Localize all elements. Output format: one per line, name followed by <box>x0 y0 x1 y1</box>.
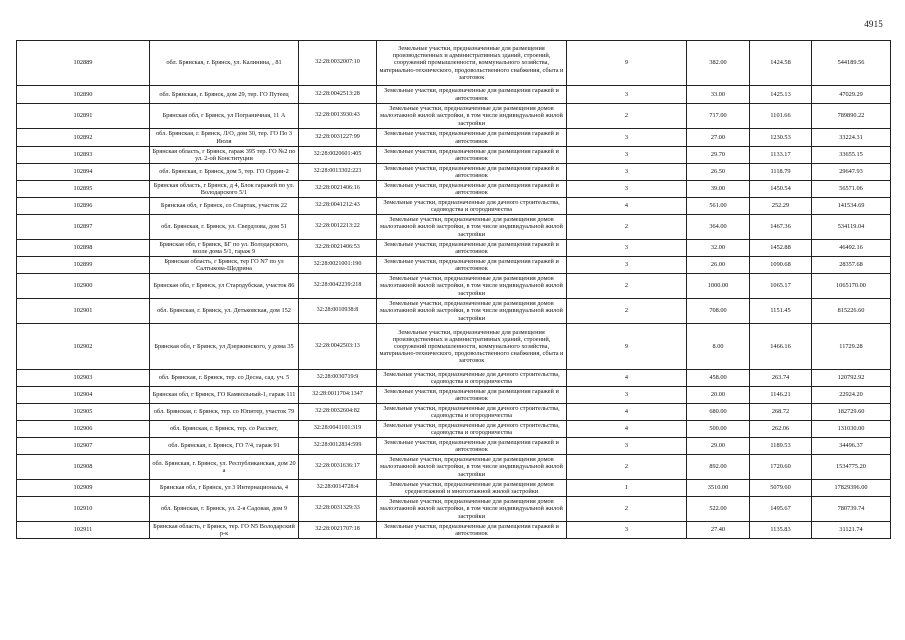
cadastral-value-cell: 544189.56 <box>812 41 891 86</box>
address-cell: Брянская область, г Брянск, тер. ГО N5 Володарский р-к <box>150 522 299 539</box>
land-use-description-cell: Земельные участки, предназначенные для размещения домов малоэтажной жилой застройки, в том числе индивидуальной жилой застройки <box>377 104 567 129</box>
land-use-group-cell: 3 <box>567 438 687 455</box>
record-number-cell: 102905 <box>17 404 150 421</box>
area-cell: 8.00 <box>687 324 750 370</box>
specific-cadastral-value-cell: 1230.53 <box>750 129 812 147</box>
page-number: 4915 <box>864 19 883 29</box>
cadastral-number-cell: 32:28:0014728:4 <box>299 480 377 497</box>
address-cell: Брянская обл, г Брянск, ГО Камвольный-1, гараж 111 <box>150 387 299 404</box>
address-cell: обл. Брянская, г. Брянск, дом 29, тер. ГО Путеец <box>150 86 299 104</box>
address-cell: Брянская обл, г Брянск, ул Стародубская, участок 86 <box>150 274 299 299</box>
record-number-cell: 102904 <box>17 387 150 404</box>
cadastral-value-cell: 17829396.00 <box>812 480 891 497</box>
cadastral-number-cell: 32:28:0041212:43 <box>299 198 377 215</box>
land-use-group-cell: 2 <box>567 104 687 129</box>
record-number-cell: 102906 <box>17 421 150 438</box>
specific-cadastral-value-cell: 1467.36 <box>750 215 812 240</box>
land-use-description-cell: Земельные участки, предназначенные для размещения домов малоэтажной жилой застройки, в том числе индивидуальной жилой застройки <box>377 455 567 480</box>
record-number-cell: 102896 <box>17 198 150 215</box>
cadastral-value-cell: 1065170.00 <box>812 274 891 299</box>
specific-cadastral-value-cell: 1101.66 <box>750 104 812 129</box>
table-row <box>17 147 891 164</box>
record-number-cell: 102898 <box>17 240 150 257</box>
cadastral-value-cell: 815226.60 <box>812 299 891 324</box>
land-use-group-cell: 3 <box>567 86 687 104</box>
cadastral-number-cell: 32:28:0012834:599 <box>299 438 377 455</box>
cadastral-number-cell: 32:28:0042503:13 <box>299 324 377 370</box>
address-cell: Брянская область, г Брянск, тер ГО N7 по ул Салтыкова-Щедрина <box>150 257 299 274</box>
land-use-group-cell: 3 <box>567 257 687 274</box>
address-cell: Брянская область, г Брянск, д 4, Блок гаражей по ул. Володарского 5/1 <box>150 181 299 198</box>
land-use-description-cell: Земельные участки, предназначенные для размещения гаражей и автостоянок <box>377 438 567 455</box>
land-use-description-cell: Земельные участки, предназначенные для размещения производственных и административных зданий, строений, сооружений промышленности, коммунального хозяйства, материально-технического, продовольственного снабжения, сбыта и заготовок <box>377 324 567 370</box>
specific-cadastral-value-cell: 252.29 <box>750 198 812 215</box>
cadastral-number-cell: 32:28:0021406:53 <box>299 240 377 257</box>
land-use-group-cell: 3 <box>567 164 687 181</box>
specific-cadastral-value-cell: 1135.83 <box>750 522 812 539</box>
cadastral-value-cell: 33655.15 <box>812 147 891 164</box>
table-row <box>17 198 891 215</box>
cadastral-number-cell: 32:28:0020601:405 <box>299 147 377 164</box>
land-use-description-cell: Земельные участки, предназначенные для размещения гаражей и автостоянок <box>377 181 567 198</box>
record-number-cell: 102889 <box>17 41 150 86</box>
land-use-group-cell: 3 <box>567 522 687 539</box>
land-use-description-cell: Земельные участки, предназначенные для дачного строительства, садоводства и огородничества <box>377 404 567 421</box>
address-cell: Брянская область, г Брянск, гараж 395 тер. ГО №2 по ул. 2-ой Конституции <box>150 147 299 164</box>
area-cell: 39.00 <box>687 181 750 198</box>
specific-cadastral-value-cell: 1720.60 <box>750 455 812 480</box>
area-cell: 26.00 <box>687 257 750 274</box>
specific-cadastral-value-cell: 1424.58 <box>750 41 812 86</box>
cadastral-number-cell: 32:28:0031636:17 <box>299 455 377 480</box>
cadastral-number-cell: 32:28:0032007:10 <box>299 41 377 86</box>
land-use-group-cell: 3 <box>567 240 687 257</box>
cadastral-number-cell: 32:28:0042239:218 <box>299 274 377 299</box>
table-row <box>17 215 891 240</box>
land-use-group-cell: 4 <box>567 421 687 438</box>
address-cell: Брянская обл, г Брянск, ул 3 Интернационала, 4 <box>150 480 299 497</box>
land-use-description-cell: Земельные участки, предназначенные для дачного строительства, садоводства и огородничества <box>377 198 567 215</box>
specific-cadastral-value-cell: 1425.13 <box>750 86 812 104</box>
table-row <box>17 438 891 455</box>
address-cell: обл. Брянская, г. Брянск, ул. Свердлова, дом 51 <box>150 215 299 240</box>
specific-cadastral-value-cell: 268.72 <box>750 404 812 421</box>
record-number-cell: 102893 <box>17 147 150 164</box>
area-cell: 27.40 <box>687 522 750 539</box>
cadastral-number-cell: 32:28:0030719:9 <box>299 370 377 387</box>
table-row <box>17 387 891 404</box>
land-use-group-cell: 2 <box>567 497 687 522</box>
area-cell: 522.00 <box>687 497 750 522</box>
cadastral-value-cell: 780739.74 <box>812 497 891 522</box>
cadastral-number-cell: 32:28:0031329:33 <box>299 497 377 522</box>
specific-cadastral-value-cell: 1065.17 <box>750 274 812 299</box>
land-use-description-cell: Земельные участки, предназначенные для размещения домов малоэтажной жилой застройки, в том числе индивидуальной жилой застройки <box>377 274 567 299</box>
land-use-description-cell: Земельные участки, предназначенные для размещения гаражей и автостоянок <box>377 86 567 104</box>
table-row <box>17 129 891 147</box>
area-cell: 27.00 <box>687 129 750 147</box>
table-row <box>17 164 891 181</box>
address-cell: Брянская обл, г Брянск, со Спартак, участок 22 <box>150 198 299 215</box>
area-cell: 717.00 <box>687 104 750 129</box>
record-number-cell: 102890 <box>17 86 150 104</box>
record-number-cell: 102903 <box>17 370 150 387</box>
cadastral-number-cell: 32:28:0010938:8 <box>299 299 377 324</box>
record-number-cell: 102892 <box>17 129 150 147</box>
land-use-description-cell: Земельные участки, предназначенные для размещения гаражей и автостоянок <box>377 240 567 257</box>
area-cell: 892.00 <box>687 455 750 480</box>
table-row <box>17 497 891 522</box>
cadastral-value-cell: 141534.69 <box>812 198 891 215</box>
cadastral-value-cell: 131030.00 <box>812 421 891 438</box>
cadastral-value-cell: 47029.29 <box>812 86 891 104</box>
cadastral-value-cell: 31121.74 <box>812 522 891 539</box>
cadastral-value-cell: 33224.31 <box>812 129 891 147</box>
cadastral-value-cell: 11729.28 <box>812 324 891 370</box>
address-cell: обл. Брянская, г. Брянск, дом 5, тер. ГО Ордин-2 <box>150 164 299 181</box>
land-use-group-cell: 9 <box>567 41 687 86</box>
cadastral-value-cell: 120792.92 <box>812 370 891 387</box>
specific-cadastral-value-cell: 1466.16 <box>750 324 812 370</box>
record-number-cell: 102895 <box>17 181 150 198</box>
area-cell: 708.00 <box>687 299 750 324</box>
land-use-description-cell: Земельные участки, предназначенные для размещения производственных и административных зданий, строений, сооружений промышленности, коммунального хозяйства, материально-технического, продовольственного снабжения, сбыта и заготовок <box>377 41 567 86</box>
cadastral-value-cell: 46492.16 <box>812 240 891 257</box>
specific-cadastral-value-cell: 262.06 <box>750 421 812 438</box>
address-cell: обл. Брянская, г. Брянск, ул. 2-я Садовая, дом 9 <box>150 497 299 522</box>
table-row <box>17 86 891 104</box>
area-cell: 33.00 <box>687 86 750 104</box>
area-cell: 29.00 <box>687 438 750 455</box>
cadastral-number-cell: 32:28:0012213:22 <box>299 215 377 240</box>
record-number-cell: 102907 <box>17 438 150 455</box>
table-row <box>17 522 891 539</box>
cadastral-number-cell: 32:28:0011704:1347 <box>299 387 377 404</box>
area-cell: 20.00 <box>687 387 750 404</box>
land-use-description-cell: Земельные участки, предназначенные для размещения домов малоэтажной жилой застройки, в том числе индивидуальной жилой застройки <box>377 215 567 240</box>
cadastral-number-cell: 32:28:0021001:190 <box>299 257 377 274</box>
land-use-description-cell: Земельные участки, предназначенные для размещения домов малоэтажной жилой застройки, в том числе индивидуальной жилой застройки <box>377 497 567 522</box>
table-row <box>17 104 891 129</box>
area-cell: 3510.00 <box>687 480 750 497</box>
record-number-cell: 102909 <box>17 480 150 497</box>
table-row <box>17 274 891 299</box>
address-cell: обл. Брянская, г. Брянск, ул. Республиканская, дом 20 а <box>150 455 299 480</box>
area-cell: 680.00 <box>687 404 750 421</box>
land-use-group-cell: 1 <box>567 480 687 497</box>
land-use-group-cell: 2 <box>567 274 687 299</box>
specific-cadastral-value-cell: 1495.67 <box>750 497 812 522</box>
land-use-description-cell: Земельные участки, предназначенные для дачного строительства, садоводства и огородничества <box>377 370 567 387</box>
area-cell: 500.00 <box>687 421 750 438</box>
land-plot-registry-table <box>16 40 891 539</box>
table-row <box>17 257 891 274</box>
table-row <box>17 404 891 421</box>
cadastral-number-cell: 32:28:0042513:28 <box>299 86 377 104</box>
cadastral-value-cell: 34496.37 <box>812 438 891 455</box>
table-row <box>17 455 891 480</box>
area-cell: 561.00 <box>687 198 750 215</box>
cadastral-number-cell: 32:28:0021406:16 <box>299 181 377 198</box>
specific-cadastral-value-cell: 1146.21 <box>750 387 812 404</box>
record-number-cell: 102910 <box>17 497 150 522</box>
cadastral-value-cell: 56571.06 <box>812 181 891 198</box>
table-row <box>17 480 891 497</box>
specific-cadastral-value-cell: 1189.53 <box>750 438 812 455</box>
cadastral-value-cell: 182729.60 <box>812 404 891 421</box>
land-use-group-cell: 3 <box>567 387 687 404</box>
record-number-cell: 102901 <box>17 299 150 324</box>
address-cell: обл. Брянская, г. Брянск, ул. Калинина, , 81 <box>150 41 299 86</box>
land-use-group-cell: 2 <box>567 215 687 240</box>
table-row <box>17 421 891 438</box>
land-use-group-cell: 3 <box>567 147 687 164</box>
table-body <box>17 41 891 539</box>
area-cell: 458.00 <box>687 370 750 387</box>
record-number-cell: 102911 <box>17 522 150 539</box>
land-use-description-cell: Земельные участки, предназначенные для размещения гаражей и автостоянок <box>377 129 567 147</box>
cadastral-number-cell: 32:28:0032604:82 <box>299 404 377 421</box>
land-use-description-cell: Земельные участки, предназначенные для размещения гаражей и автостоянок <box>377 147 567 164</box>
address-cell: обл. Брянская, г. Брянск, ГО 7/4, гараж 91 <box>150 438 299 455</box>
land-use-group-cell: 4 <box>567 370 687 387</box>
cadastral-value-cell: 1534775.20 <box>812 455 891 480</box>
area-cell: 26.50 <box>687 164 750 181</box>
record-number-cell: 102899 <box>17 257 150 274</box>
specific-cadastral-value-cell: 5079.60 <box>750 480 812 497</box>
specific-cadastral-value-cell: 263.74 <box>750 370 812 387</box>
table-row <box>17 299 891 324</box>
area-cell: 32.00 <box>687 240 750 257</box>
cadastral-number-cell: 32:28:0021707:18 <box>299 522 377 539</box>
land-use-group-cell: 3 <box>567 181 687 198</box>
record-number-cell: 102894 <box>17 164 150 181</box>
record-number-cell: 102897 <box>17 215 150 240</box>
record-number-cell: 102891 <box>17 104 150 129</box>
land-use-description-cell: Земельные участки, предназначенные для размещения гаражей и автостоянок <box>377 387 567 404</box>
address-cell: обл. Брянская, г. Брянск, тер. со Юпитер, участок 79 <box>150 404 299 421</box>
specific-cadastral-value-cell: 1090.68 <box>750 257 812 274</box>
address-cell: обл. Брянская, г. Брянск, ул. Детьковская, дом 152 <box>150 299 299 324</box>
table-row <box>17 324 891 370</box>
address-cell: обл. Брянская, г. Брянск, тер. со Десна, сад. уч. 5 <box>150 370 299 387</box>
table-row <box>17 181 891 198</box>
area-cell: 382.00 <box>687 41 750 86</box>
record-number-cell: 102908 <box>17 455 150 480</box>
specific-cadastral-value-cell: 1452.88 <box>750 240 812 257</box>
cadastral-value-cell: 534119.04 <box>812 215 891 240</box>
area-cell: 364.00 <box>687 215 750 240</box>
cadastral-number-cell: 32:28:0031227:99 <box>299 129 377 147</box>
specific-cadastral-value-cell: 1151.45 <box>750 299 812 324</box>
land-use-description-cell: Земельные участки, предназначенные для размещения домов среднеэтажной и многоэтажной жилой застройки <box>377 480 567 497</box>
land-use-group-cell: 4 <box>567 404 687 421</box>
land-use-description-cell: Земельные участки, предназначенные для размещения домов малоэтажной жилой застройки, в том числе индивидуальной жилой застройки <box>377 299 567 324</box>
table-row <box>17 370 891 387</box>
cadastral-number-cell: 32:28:0013930:43 <box>299 104 377 129</box>
land-use-description-cell: Земельные участки, предназначенные для размещения гаражей и автостоянок <box>377 522 567 539</box>
specific-cadastral-value-cell: 1118.79 <box>750 164 812 181</box>
table-row <box>17 240 891 257</box>
address-cell: Брянская обл, г Брянск, ул Пограничная, 11 А <box>150 104 299 129</box>
specific-cadastral-value-cell: 1133.17 <box>750 147 812 164</box>
cadastral-number-cell: 32:28:0013302:223 <box>299 164 377 181</box>
cadastral-value-cell: 28357.68 <box>812 257 891 274</box>
land-use-group-cell: 4 <box>567 198 687 215</box>
record-number-cell: 102900 <box>17 274 150 299</box>
specific-cadastral-value-cell: 1450.54 <box>750 181 812 198</box>
table-row <box>17 41 891 86</box>
record-number-cell: 102902 <box>17 324 150 370</box>
land-use-group-cell: 2 <box>567 455 687 480</box>
area-cell: 29.70 <box>687 147 750 164</box>
cadastral-value-cell: 789890.22 <box>812 104 891 129</box>
address-cell: обл. Брянская, г. Брянск, Л/О, дом 30, тер. ГО По 3 Июля <box>150 129 299 147</box>
area-cell: 1000.00 <box>687 274 750 299</box>
land-use-group-cell: 2 <box>567 299 687 324</box>
land-use-group-cell: 9 <box>567 324 687 370</box>
address-cell: обл. Брянская, г. Брянск, тер. со Рассвет, <box>150 421 299 438</box>
land-use-description-cell: Земельные участки, предназначенные для размещения гаражей и автостоянок <box>377 164 567 181</box>
land-use-group-cell: 3 <box>567 129 687 147</box>
land-use-description-cell: Земельные участки, предназначенные для дачного строительства, садоводства и огородничества <box>377 421 567 438</box>
land-use-description-cell: Земельные участки, предназначенные для размещения гаражей и автостоянок <box>377 257 567 274</box>
address-cell: Брянская обл, г Брянск, ул Дзержинского, у дома 35 <box>150 324 299 370</box>
cadastral-number-cell: 32:28:0041101:319 <box>299 421 377 438</box>
address-cell: Брянская обл, г Брянск, БГ по ул. Володарского, возле дома 5/1, гараж 9 <box>150 240 299 257</box>
cadastral-value-cell: 22924.20 <box>812 387 891 404</box>
cadastral-value-cell: 29647.93 <box>812 164 891 181</box>
